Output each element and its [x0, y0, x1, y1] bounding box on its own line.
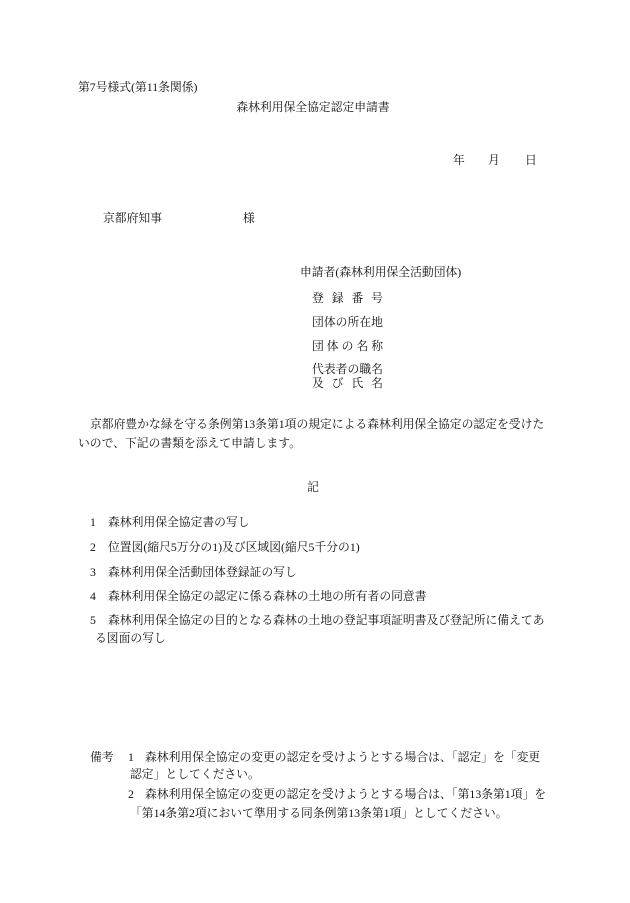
organization-address-label: 団 体 の 所 在 地 [312, 315, 383, 329]
paragraph-line: 京都府豊かな緑を守る条例第13条第1項の規定による森林利用保全協定の認定を受けた [90, 417, 545, 431]
remarks-heading: 備考 [90, 750, 114, 764]
representative-name-label: 及 び 氏 名 [312, 376, 383, 390]
addressee-name: 京都府知事 [103, 211, 162, 225]
paragraph-line: いので、下記の書類を添えて申請します。 [78, 436, 301, 450]
remark-text-continued: 「第14条第2項において準用する同条例第13条第1項」としてください。 [130, 806, 508, 820]
list-item-number: 1 [90, 515, 96, 529]
organization-name-label: 団 体 の 名 称 [312, 339, 383, 353]
form-number: 第7号様式(第11条関係) [78, 80, 198, 94]
note-heading: 記 [307, 480, 319, 494]
date-day-label: 日 [525, 153, 537, 167]
addressee-honorific: 様 [243, 211, 255, 225]
remark-text: 森林利用保全協定の変更の認定を受けようとする場合は、「認定」を「変更 [145, 750, 541, 764]
date-year-label: 年 [453, 153, 465, 167]
remark-text: 森林利用保全協定の変更の認定を受けようとする場合は、「第13条第1項」を [145, 787, 547, 801]
applicant-heading: 申請者(森林利用保全活動団体) [300, 265, 462, 279]
remark-number: 1 [128, 750, 134, 764]
list-item-text: 森林利用保全協定の認定に係る森林の土地の所有者の同意書 [108, 589, 427, 603]
list-item-text: 位置図(縮尺5万分の1)及び区域図(縮尺5千分の1) [108, 540, 360, 554]
date-month-label: 月 [488, 153, 500, 167]
list-item-text: 森林利用保全協定の目的となる森林の土地の登記事項証明書及び登記所に備えてあ [108, 613, 545, 627]
remark-number: 2 [128, 787, 134, 801]
list-item-number: 4 [90, 589, 96, 603]
document-title: 森林利用保全協定認定申請書 [236, 100, 390, 114]
list-item-number: 3 [90, 565, 96, 579]
list-item-text: 森林利用保全協定書の写し [108, 515, 250, 529]
representative-title-label: 代 表 者 の 職 名 [312, 362, 383, 376]
remark-text-continued: 認定」としてください。 [130, 767, 260, 781]
list-item-text: 森林利用保全活動団体登録証の写し [108, 565, 297, 579]
list-item-number: 2 [90, 540, 96, 554]
list-item-text-continued: る図面の写し [95, 631, 166, 645]
registration-number-label: 登 録 番 号 [312, 291, 383, 305]
list-item-number: 5 [90, 613, 96, 627]
